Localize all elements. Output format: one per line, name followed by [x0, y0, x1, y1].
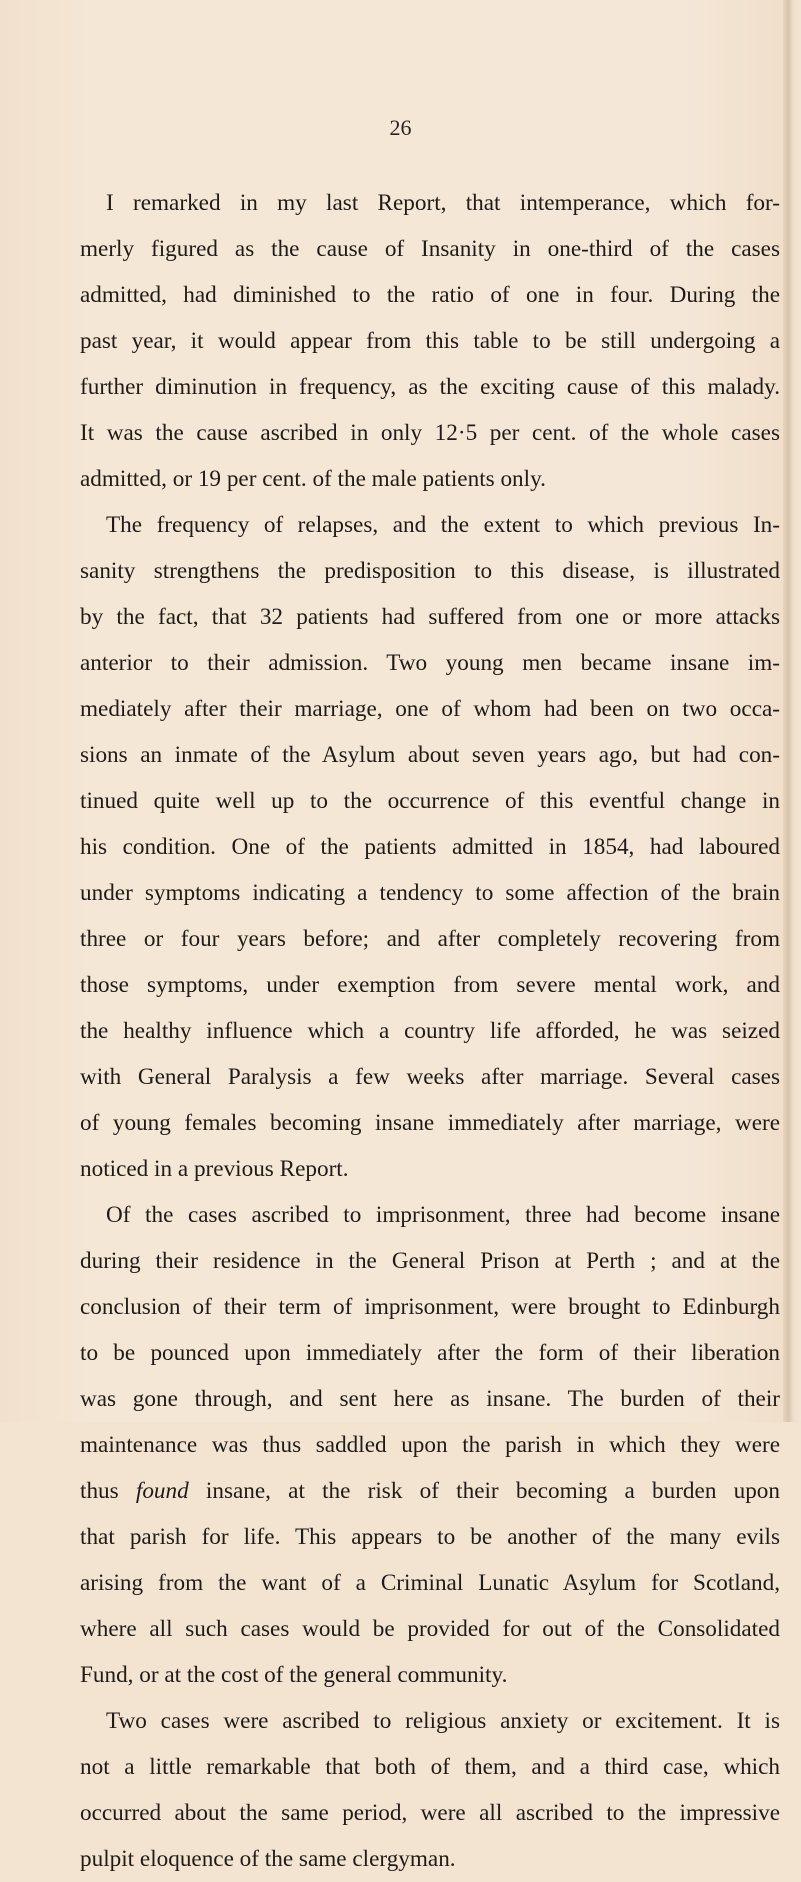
text-line: tinued quite well up to the occurrence of this eventful change in: [80, 788, 780, 814]
text-line: the healthy influence which a country life afforded, he was seized: [80, 1018, 780, 1044]
text-line: his condition. One of the patients admitted in 1854, had laboured: [80, 834, 780, 860]
page-number: 26: [389, 115, 412, 140]
text-line: merly figured as the cause of Insanity in one-third of the cases: [80, 236, 780, 262]
italic-emphasis: found: [135, 1478, 189, 1504]
text-line: maintenance was thus saddled upon the parish in which they were: [80, 1432, 780, 1458]
text-line: Two cases were ascribed to religious anxiety or excitement. It is: [106, 1708, 780, 1734]
text-line: those symptoms, under exemption from severe mental work, and: [80, 972, 780, 998]
text-line: three or four years before; and after completely recovering from: [80, 926, 780, 952]
text-line: The frequency of relapses, and the extent to which previous In-: [106, 512, 780, 538]
text-fragment: insane, at the risk of their becoming a burden upon: [188, 1478, 780, 1504]
text-line: of young females becoming insane immediately after marriage, were: [80, 1110, 780, 1136]
text-line: by the fact, that 32 patients had suffered from one or more attacks: [80, 604, 780, 630]
text-line: not a little remarkable that both of them, and a third case, which: [80, 1754, 780, 1780]
text-line: Of the cases ascribed to imprisonment, three had become insane: [106, 1202, 780, 1228]
text-line: Fund, or at the cost of the general community.: [80, 1662, 508, 1688]
paragraph-imprisonment: [80, 1192, 780, 1698]
text-line: occurred about the same period, were all ascribed to the impressive: [80, 1800, 780, 1826]
text-line: arising from the want of a Criminal Lunatic Asylum for Scotland,: [80, 1570, 780, 1596]
text-line: conclusion of their term of imprisonment, were brought to Edinburgh: [80, 1294, 780, 1320]
paragraph-intemperance: [80, 180, 780, 502]
text-line: further diminution in frequency, as the exciting cause of this malady.: [80, 374, 780, 400]
text-line: anterior to their admission. Two young men became insane im-: [80, 650, 780, 676]
text-line: where all such cases would be provided for out of the Consolidated: [80, 1616, 780, 1642]
text-line-with-italic: [80, 1468, 780, 1514]
text-line: admitted, or 19 per cent. of the male patients only.: [80, 466, 546, 492]
body-text: [80, 180, 780, 1882]
paragraph-relapses: [80, 502, 780, 1192]
text-line: sanity strengthens the predisposition to this disease, is illustrated: [80, 558, 780, 584]
text-line: pulpit eloquence of the same clergyman.: [80, 1846, 456, 1872]
paragraph-religious: [80, 1698, 780, 1882]
text-line: It was the cause ascribed in only 12·5 per cent. of the whole cases: [80, 420, 780, 446]
text-line: was gone through, and sent here as insane. The burden of their: [80, 1386, 780, 1412]
text-line: noticed in a previous Report.: [80, 1156, 349, 1182]
text-line: that parish for life. This appears to be another of the many evils: [80, 1524, 780, 1550]
text-line: with General Paralysis a few weeks after marriage. Several cases: [80, 1064, 780, 1090]
text-line: sions an inmate of the Asylum about seven years ago, but had con-: [80, 742, 780, 768]
page-binding-edge: [783, 0, 801, 1422]
text-line: I remarked in my last Report, that intemperance, which for-: [106, 190, 780, 216]
text-fragment: thus: [80, 1478, 136, 1504]
text-line: admitted, had diminished to the ratio of one in four. During the: [80, 282, 780, 308]
text-line: under symptoms indicating a tendency to some affection of the brain: [80, 880, 780, 906]
text-line: past year, it would appear from this table to be still undergoing a: [80, 328, 780, 354]
text-line: to be pounced upon immediately after the form of their liberation: [80, 1340, 780, 1366]
text-line: during their residence in the General Prison at Perth ; and at the: [80, 1248, 780, 1274]
text-line: mediately after their marriage, one of whom had been on two occa-: [80, 696, 780, 722]
